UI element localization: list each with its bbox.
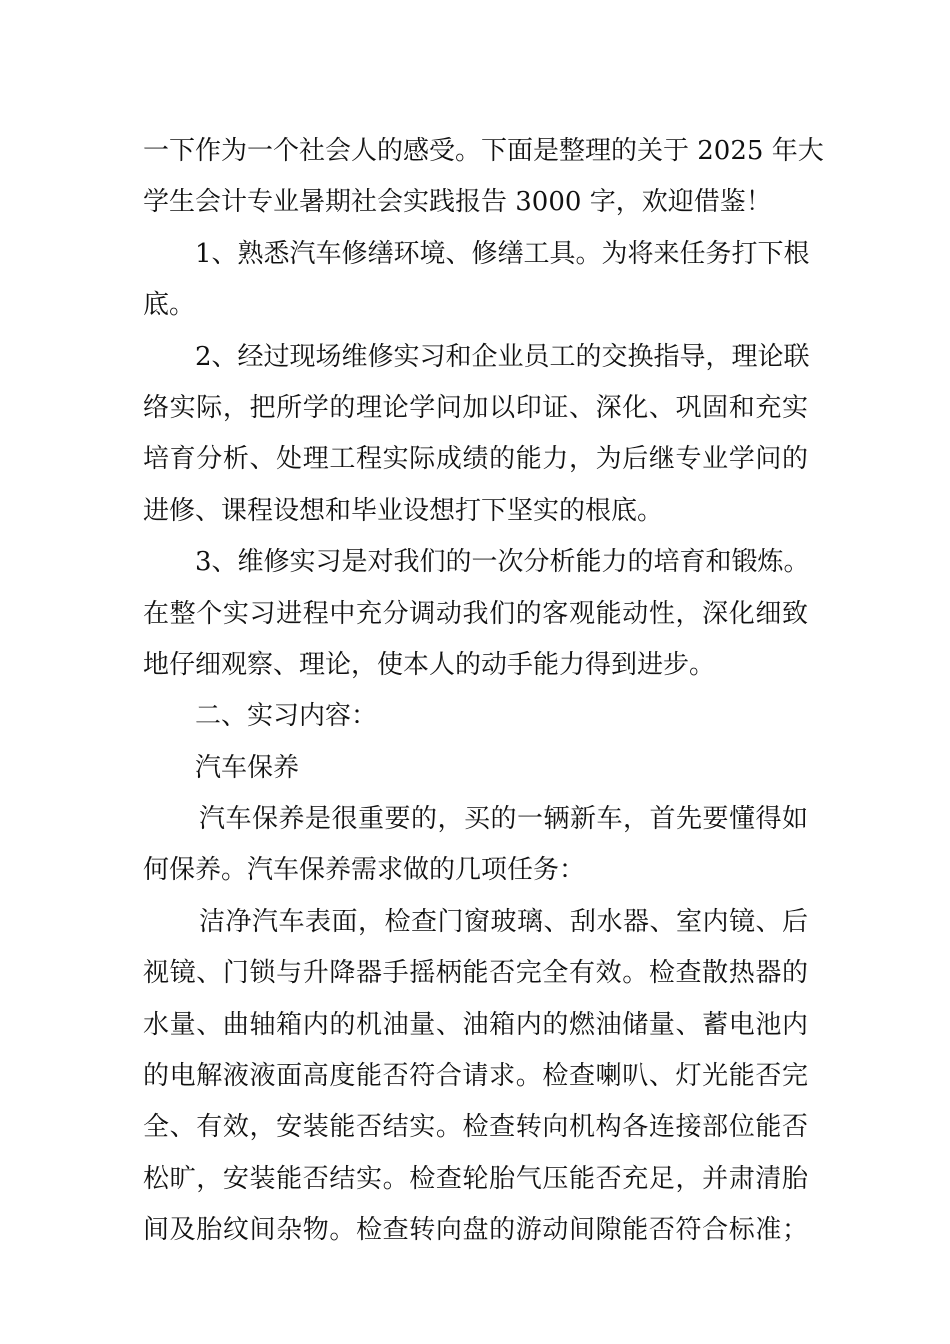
text-line: 全、有效，安装能否结实。检查转向机构各连接部位能否 (143, 1112, 808, 1143)
document-body (143, 126, 824, 1257)
text-line: 3、维修实习是对我们的一次分析能力的培育和锻炼。 (195, 547, 810, 578)
text-line: 松旷，安装能否结实。检查轮胎气压能否充足，并肃清胎 (143, 1163, 808, 1194)
section-heading: 二、实习内容： (195, 701, 378, 732)
text-line: 洁净汽车表面，检查门窗玻璃、刮水器、室内镜、后 (199, 906, 808, 937)
text-line: 一下作为一个社会人的感受。下面是整理的关于 2025 年大 (143, 136, 824, 166)
subsection-heading: 汽车保养 (195, 752, 300, 783)
text-line: 学生会计专业暑期社会实践报告 3000 字，欢迎借鉴！ (143, 187, 772, 218)
text-line: 汽车保养是很重要的，买的一辆新车，首先要懂得如 (199, 804, 808, 835)
text-line: 水量、曲轴箱内的机油量、油箱内的燃油储量、蓄电池内 (143, 1009, 808, 1040)
text-line: 在整个实习进程中充分调动我们的客观能动性，深化细致 (143, 598, 808, 629)
text-line: 何保养。汽车保养需求做的几项任务： (143, 855, 586, 886)
text-line: 培育分析、处理工程实际成绩的能力，为后继专业学问的 (143, 444, 808, 475)
text-line: 1、熟悉汽车修缮环境、修缮工具。为将来任务打下根 (195, 238, 810, 269)
text-line: 视镜、门锁与升降器手摇柄能否完全有效。检查散热器的 (143, 958, 808, 989)
text-line: 底。 (143, 290, 196, 321)
text-line: 络实际，把所学的理论学问加以印证、深化、巩固和充实 (143, 392, 808, 423)
text-line: 间及胎纹间杂物。检查转向盘的游动间隙能否符合标准； (143, 1215, 808, 1246)
text-line: 2、经过现场维修实习和企业员工的交换指导，理论联 (195, 341, 810, 372)
text-line: 的电解液液面高度能否符合请求。检查喇叭、灯光能否完 (143, 1061, 808, 1092)
text-line: 地仔细观察、理论，使本人的动手能力得到进步。 (143, 649, 716, 680)
text-line: 进修、课程设想和毕业设想打下坚实的根底。 (143, 495, 664, 526)
